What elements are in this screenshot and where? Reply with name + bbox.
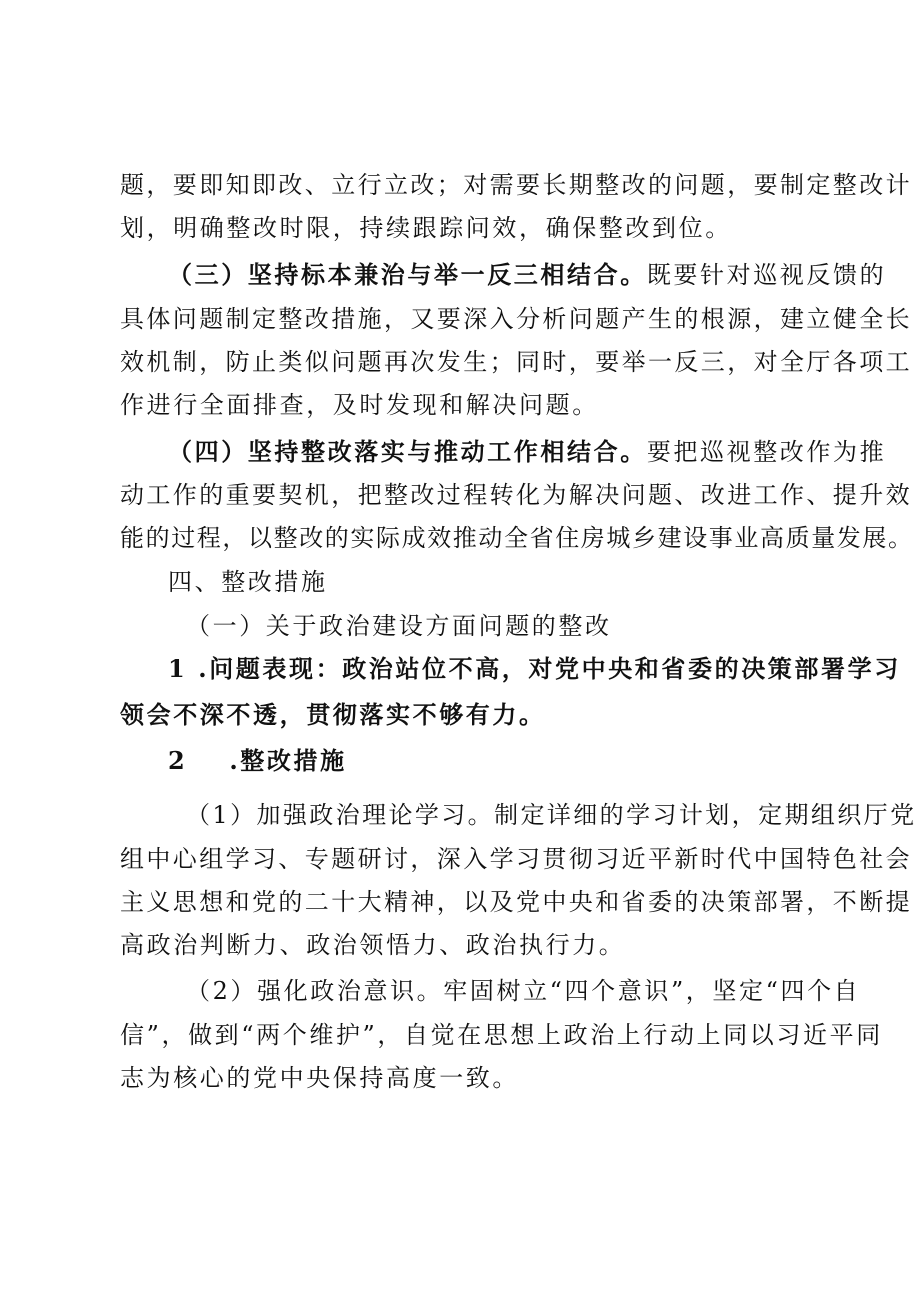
paragraph-line: 划，明确整改时限，持续跟踪问效，确保整改到位。 bbox=[120, 214, 732, 242]
paragraph-line: 主义思想和党的二十大精神，以及党中央和省委的决策部署，不断提 bbox=[120, 888, 912, 916]
problem-line: 领会不深不透，贯彻落实不够有力。 bbox=[120, 700, 546, 729]
paragraph-line: 志为核心的党中央保持高度一致。 bbox=[120, 1064, 519, 1092]
measures-label: .整改措施 bbox=[229, 746, 347, 775]
subsection-heading: （一）关于政治建设方面问题的整改 bbox=[186, 612, 612, 640]
item-3-first-line bbox=[168, 260, 886, 290]
item-3-heading: （三）坚持标本兼治与举一反三相结合。 bbox=[168, 260, 647, 289]
paragraph-line: 效机制，防止类似问题再次发生；同时，要举一反三，对全厅各项工 bbox=[120, 348, 912, 376]
paragraph-line: 组中心组学习、专题研讨，深入学习贯彻习近平新时代中国特色社会 bbox=[120, 845, 912, 873]
paragraph-line: 信”，做到“两个维护”，自觉在思想上政治上行动上同以习近平同 bbox=[120, 1021, 883, 1049]
item-4-first-line bbox=[168, 437, 886, 467]
item-4-text: 要把巡视整改作为推 bbox=[646, 438, 887, 466]
problem-line: 1 .问题表现：政治站位不高，对党中央和省委的决策部署学习 bbox=[168, 654, 901, 683]
paragraph-line: 具体问题制定整改措施，又要深入分析问题产生的根源，建立健全长 bbox=[120, 305, 912, 333]
measures-number: 2 bbox=[168, 746, 188, 775]
item-4-heading: （四）坚持整改落实与推动工作相结合。 bbox=[168, 437, 647, 466]
measure-1-first-line: （1）加强政治理论学习。制定详细的学习计划，定期组织厅党 bbox=[186, 801, 917, 829]
paragraph-line: 能的过程，以整改的实际成效推动全省住房城乡建设事业高质量发展。 bbox=[120, 524, 914, 552]
paragraph-line: 高政治判断力、政治领悟力、政治执行力。 bbox=[120, 931, 626, 959]
measures-heading bbox=[168, 746, 347, 776]
measure-2-first-line: （2）强化政治意识。牢固树立“四个意识”，坚定“四个自 bbox=[186, 977, 861, 1005]
paragraph-line: 作进行全面排查，及时发现和解决问题。 bbox=[120, 391, 599, 419]
paragraph-line: 题，要即知即改、立行立改；对需要长期整改的问题，要制定整改计 bbox=[120, 171, 912, 199]
item-3-text: 既要针对巡视反馈的 bbox=[646, 261, 887, 289]
paragraph-line: 动工作的重要契机，把整改过程转化为解决问题、改进工作、提升效 bbox=[120, 481, 912, 509]
section-4-heading: 四、整改措施 bbox=[168, 568, 328, 596]
